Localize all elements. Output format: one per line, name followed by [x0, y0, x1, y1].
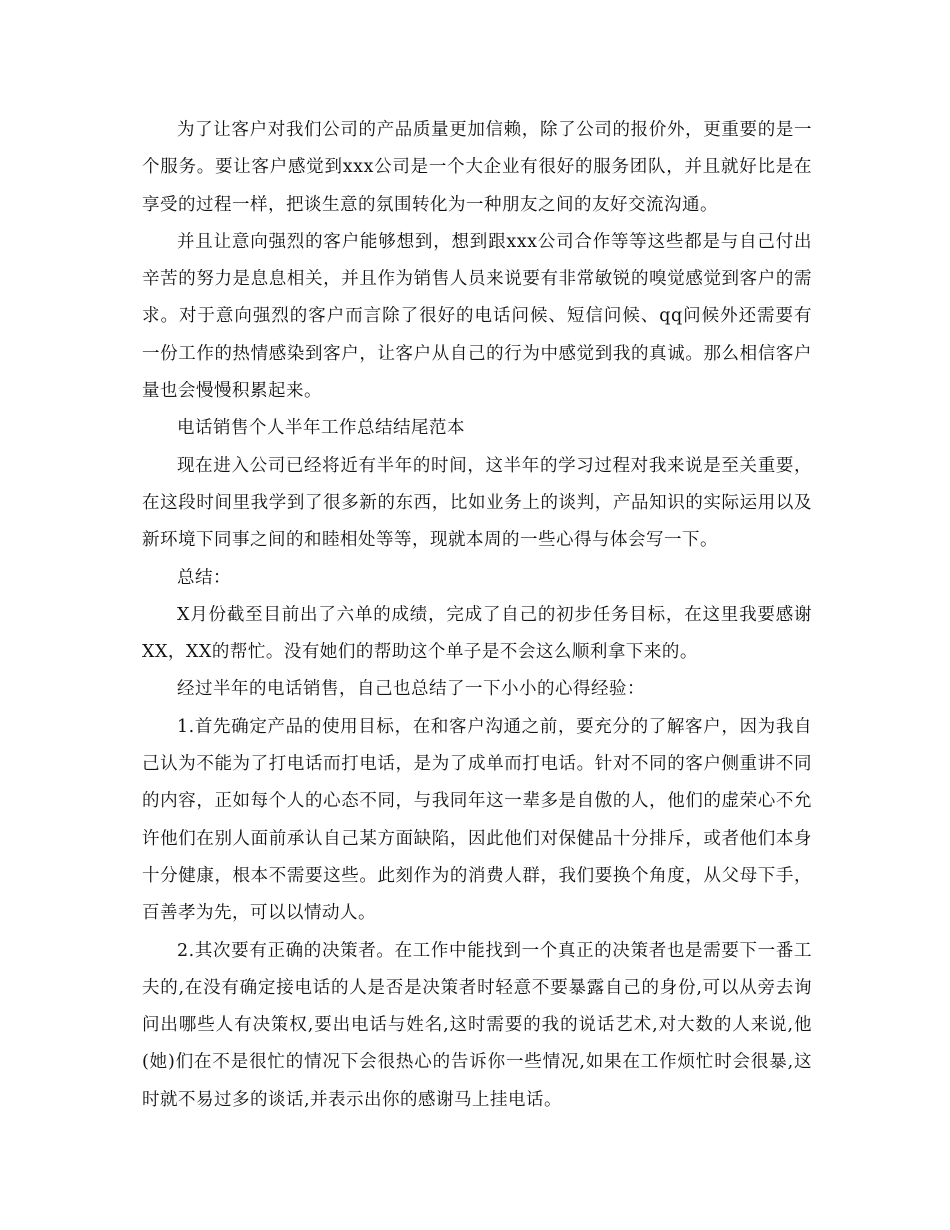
summary-label: 总结： — [177, 567, 231, 588]
paragraph-customer-intent: 并且让意向强烈的客户能够想到，想到跟xxx公司合作等等这些都是与自己付出辛苦的努力是息息相关，并且作为销售人员来说要有非常敏锐的嗅觉感觉到客户的需求。对于意向强烈的客户而言除了很好的电话问候、短信问候、qq问候外还需要有一份工作的热情感染到客户，让客户从自己的行为中感觉到我的真诚。那么相信客户量也会慢慢积累起来。 — [142, 231, 812, 402]
paragraph-half-year-intro: 现在进入公司已经将近有半年的时间，这半年的学习过程对我来说是至关重要，在这段时间里我学到了很多新的东西，比如业务上的谈判，产品知识的实际运用以及新环境下同事之间的和睦相处等等，现就本周的一些心得与体会写一下。 — [142, 455, 812, 551]
paragraph-results: X月份截至目前出了六单的成绩，完成了自己的初步任务目标，在这里我要感谢XX，XX的帮忙。没有她们的帮助这个单子是不会这么顺利拿下来的。 — [142, 604, 812, 663]
section-heading: 电话销售个人半年工作总结结尾范本 — [177, 418, 465, 439]
list-item-2: 2.其次要有正确的决策者。在工作中能找到一个真正的决策者也是需要下一番工夫的,在没有确定接电话的人是否是决策者时轻意不要暴露自己的身份,可以从旁去询问出哪些人有决策权,要出电话与姓名,这时需要的我的说话艺术,对大数的人来说,他(她)们在不是很忙的情况下会很热心的告诉你一些情况,如果在工作烦忙时会很暴,这时就不易过多的谈话,并表示出你的感谢马上挂电话。 — [142, 940, 812, 1110]
list-item-1: 1.首先确定产品的使用目标，在和客户沟通之前，要充分的了解客户，因为我自己认为不能为了打电话而打电话，是为了成单而打电话。针对不同的客户侧重讲不同的内容，正如每个人的心态不同，与我同年这一辈多是自傲的人，他们的虚荣心不允许他们在别人面前承认自己某方面缺陷，因此他们对保健品十分排斥，或者他们本身十分健康，根本不需要这些。此刻作为的消费人群，我们要换个角度，从父母下手，百善孝为先，可以以情动人。 — [142, 716, 812, 924]
paragraph-experience-intro: 经过半年的电话销售，自己也总结了一下小小的心得经验： — [177, 679, 645, 700]
paragraph-service: 为了让客户对我们公司的产品质量更加信赖，除了公司的报价外，更重要的是一个服务。要让客户感觉到xxx公司是一个大企业有很好的服务团队，并且就好比是在享受的过程一样，把谈生意的氛围转化为一种朋友之间的友好交流沟通。 — [142, 120, 812, 215]
document-body — [142, 112, 812, 1119]
